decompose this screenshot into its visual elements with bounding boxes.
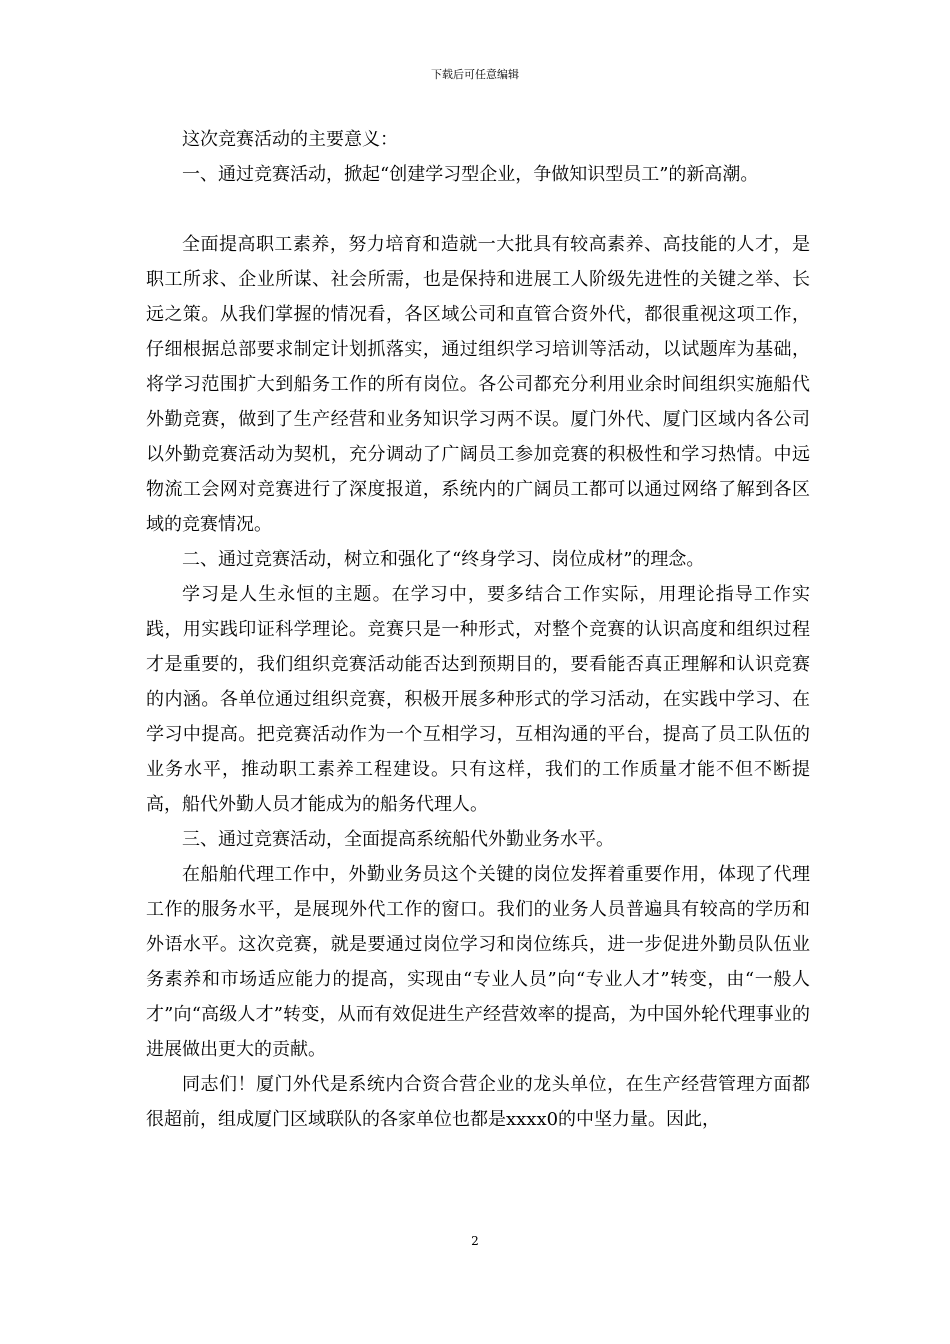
paragraph-intro: 这次竞赛活动的主要意义：: [182, 129, 398, 150]
paragraph-point-two-body: 学习是人生永恒的主题。在学习中，要多结合工作实际，用理论指导工作实践，用实践印证科学理论。竞赛只是一种形式，对整个竞赛的认识高度和组织过程才是重要的，我们组织竞赛活动能否达到预期目的，要看能否真正理解和认识竞赛的内涵。各单位通过组织竞赛，积极开展多种形式的学习活动，在实践中学习、在学习中提高。把竞赛活动作为一个互相学习，互相沟通的平台，提高了员工队伍的业务水平，推动职工素养工程建设。只有这样，我们的工作质量才能不但不断提高，船代外勤人员才能成为的船务代理人。: [146, 584, 810, 815]
paragraph-closing: 同志们！厦门外代是系统内合资合营企业的龙头单位，在生产经营管理方面都很超前，组成厦门区域联队的各家单位也都是xxxx0的中坚力量。因此，: [146, 1074, 810, 1130]
document-body: [146, 122, 810, 1137]
paragraph-point-one-heading: 一、通过竞赛活动，掀起“创建学习型企业，争做知识型员工”的新高潮。: [182, 164, 759, 185]
paragraph-point-three-heading: 三、通过竞赛活动，全面提高系统船代外勤业务水平。: [182, 829, 614, 850]
paragraph-point-three-body: 在船舶代理工作中，外勤业务员这个关键的岗位发挥着重要作用，体现了代理工作的服务水平，是展现外代工作的窗口。我们的业务人员普遍具有较高的学历和外语水平。这次竞赛，就是要通过岗位学习和岗位练兵，进一步促进外勤员队伍业务素养和市场适应能力的提高，实现由“专业人员”向“专业人才”转变，由“一般人才”向“高级人才”转变，从而有效促进生产经营效率的提高，为中国外轮代理事业的进展做出更大的贡献。: [146, 864, 810, 1060]
paragraph-point-one-body: 全面提高职工素养，努力培育和造就一大批具有较高素养、高技能的人才，是职工所求、企业所谋、社会所需，也是保持和进展工人阶级先进性的关键之举、长远之策。从我们掌握的情况看，各区域公司和直管合资外代，都很重视这项工作，仔细根据总部要求制定计划抓落实，通过组织学习培训等活动，以试题库为基础，将学习范围扩大到船务工作的所有岗位。各公司都充分利用业余时间组织实施船代外勤竞赛，做到了生产经营和业务知识学习两不误。厦门外代、厦门区域内各公司以外勤竞赛活动为契机，充分调动了广阔员工参加竞赛的积极性和学习热情。中远物流工会网对竞赛进行了深度报道，系统内的广阔员工都可以通过网络了解到各区域的竞赛情况。: [146, 234, 810, 535]
paragraph-point-two-heading: 二、通过竞赛活动，树立和强化了“终身学习、岗位成材”的理念。: [182, 549, 705, 570]
page-header: 下载后可任意编辑: [431, 68, 519, 81]
page-number: 2: [471, 1234, 479, 1248]
